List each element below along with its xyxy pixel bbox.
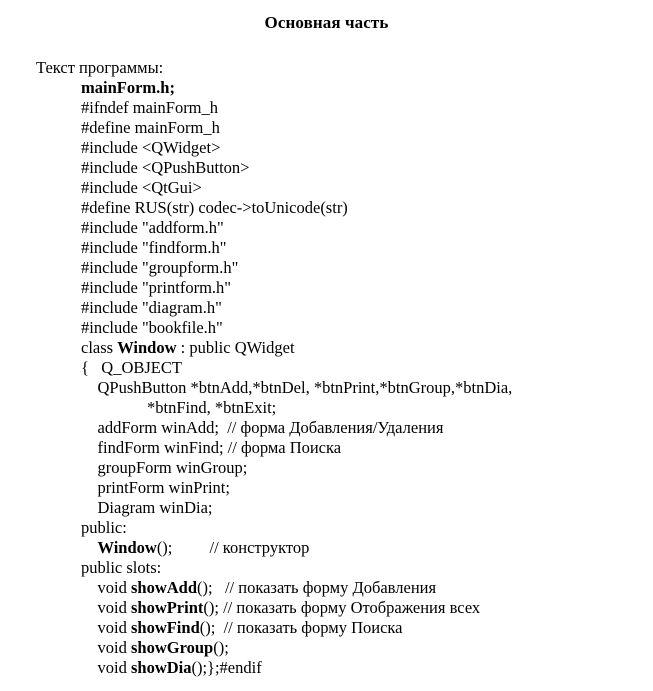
code-line [81,438,512,458]
code-text: void [81,618,131,637]
code-identifier-bold: showPrint [130,598,204,617]
code-line [81,378,512,398]
code-text: #define mainForm_h [81,118,220,137]
code-text: #include <QPushButton> [81,158,250,177]
code-identifier-bold: showAdd [130,578,198,597]
code-text: void [81,578,131,597]
intro-label: Текст программы: [36,58,164,77]
code-listing [81,78,512,678]
code-text: #include "findform.h" [81,238,227,257]
code-line [81,558,512,578]
code-text: (); // показать форму Отображения всех [203,598,481,617]
code-text: void [81,658,131,677]
code-text: *btnFind, *btnExit; [81,398,277,417]
code-identifier-bold: showFind [130,618,200,637]
code-line [81,598,512,618]
code-text: #define RUS(str) codec->toUnicode(str) [81,198,348,217]
code-text: #include <QtGui> [81,178,202,197]
code-line [81,138,512,158]
code-text: (); // показать форму Поиска [199,618,403,637]
code-text: void [81,638,131,657]
code-line [81,318,512,338]
code-line [81,158,512,178]
code-line [81,418,512,438]
code-identifier-bold: Window [97,538,157,557]
code-text: (); // показать форму Добавления [197,578,437,597]
code-line [81,218,512,238]
code-line [81,578,512,598]
code-line [81,98,512,118]
code-line [81,638,512,658]
code-line [81,358,512,378]
code-identifier-bold: Window [117,338,177,357]
code-line [81,278,512,298]
code-text: #include "printform.h" [81,278,232,297]
code-line [81,618,512,638]
code-text: #include "diagram.h" [81,298,222,317]
code-text: #ifndef mainForm_h [81,98,219,117]
code-text: #include "addform.h" [81,218,224,237]
code-line [81,198,512,218]
code-line [81,238,512,258]
code-line [81,258,512,278]
code-text: #include "groupform.h" [81,258,239,277]
code-text: findForm winFind; // форма Поиска [81,438,342,457]
code-line [81,398,512,418]
code-line [81,78,512,98]
code-line [81,458,512,478]
code-line [81,118,512,138]
code-text: void [81,598,131,617]
code-line [81,498,512,518]
code-identifier-bold: mainForm.h; [81,78,175,97]
code-text: printForm winPrint; [81,478,230,497]
code-identifier-bold: showGroup [130,638,214,657]
code-text: public: [81,518,127,537]
code-line [81,518,512,538]
code-line [81,178,512,198]
code-text: #include "bookfile.h" [81,318,223,337]
code-text: Diagram winDia; [81,498,213,517]
code-text [81,538,98,557]
code-text: QPushButton *btnAdd,*btnDel, *btnPrint,*btnGroup,*btnDia, [81,378,513,397]
code-line [81,478,512,498]
code-line [81,338,512,358]
code-text: (); // конструктор [156,538,310,557]
code-line [81,658,512,678]
code-text: groupForm winGroup; [81,458,248,477]
code-text: { Q_OBJECT [81,358,182,377]
code-line [81,538,512,558]
code-text: addForm winAdd; // форма Добавления/Удаления [81,418,444,437]
code-text: ();};#endif [191,658,262,677]
section-heading: Основная часть [264,13,389,32]
code-text: class [81,338,118,357]
code-line [81,298,512,318]
code-text: (); [213,638,229,657]
code-identifier-bold: showDia [130,658,192,677]
code-text: : public QWidget [176,338,295,357]
code-text: public slots: [81,558,162,577]
code-text: #include <QWidget> [81,138,221,157]
